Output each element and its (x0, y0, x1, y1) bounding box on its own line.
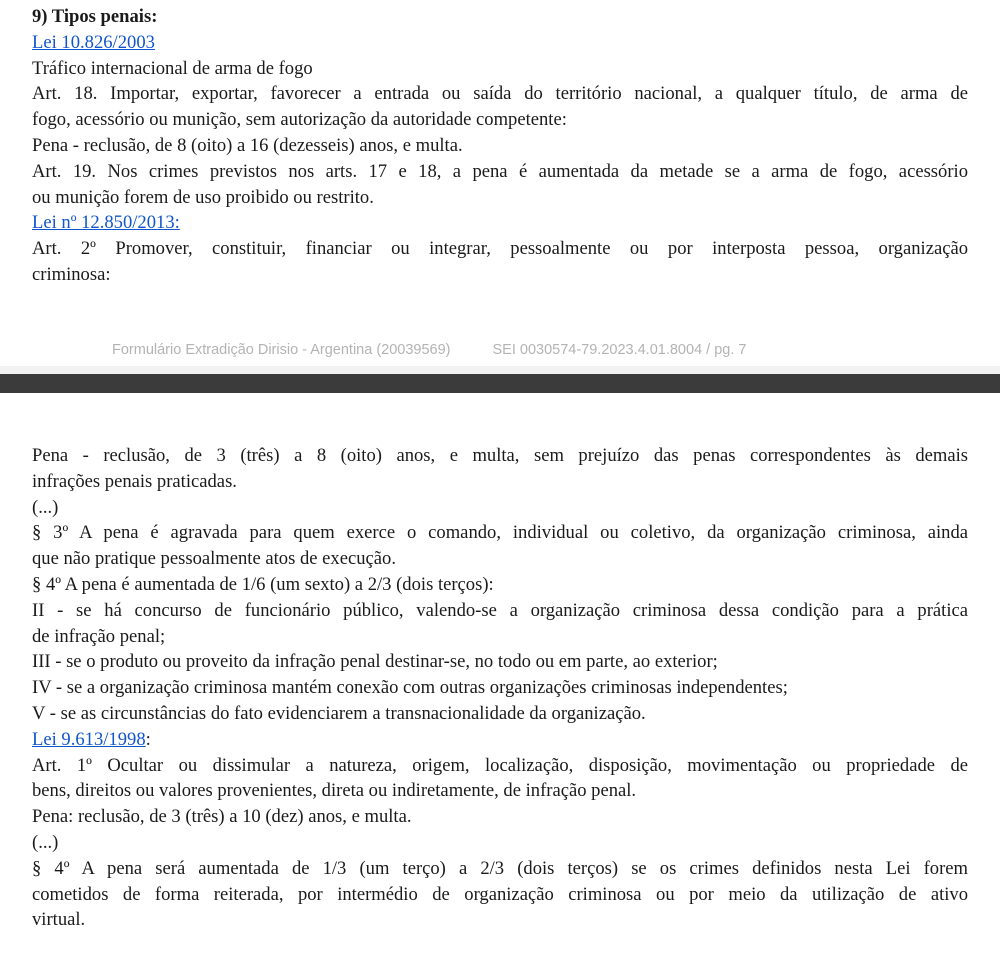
inciso-2-line: II - se há concurso de funcionário público, valendo-se a organização criminosa dessa condição para a prática (32, 599, 968, 621)
ellipsis: (...) (32, 496, 59, 518)
law-title: Tráfico internacional de arma de fogo (32, 57, 313, 79)
art-1-line: bens, direitos ou valores provenientes, direta ou indiretamente, de infração penal. (32, 780, 637, 802)
art-19-line: Art. 19. Nos crimes previstos nos arts. 17 e 18, a pena é aumentada da metade se a arma de fogo, acessório (32, 160, 968, 182)
art-1-paragraph-4-line: cometidos de forma reiterada, por intermédio de organização criminosa ou por meio da utilização de ativo (32, 883, 968, 905)
law-link-9613[interactable]: Lei 9.613/1998 (32, 728, 146, 750)
inciso-3: III - se o produto ou proveito da infração penal destinar-se, no todo ou em parte, ao exterior; (32, 651, 718, 673)
law-link-colon: : (145, 728, 151, 750)
art-18-paragraph (32, 81, 968, 133)
art-1-paragraph (32, 753, 968, 805)
art-2-paragraph (32, 236, 968, 288)
art-18-line: fogo, acessório ou munição, sem autorização da autoridade competente: (32, 109, 567, 131)
ellipsis: (...) (32, 831, 59, 853)
page-separator (0, 366, 1000, 393)
footer-document-title: Formulário Extradição Dirisio - Argentina (20039569) (112, 342, 451, 358)
art-1-paragraph-4-line: virtual. (32, 909, 86, 931)
document-page-7 (0, 0, 1000, 366)
paragraph-3-line: § 3º A pena é agravada para quem exerce o comando, individual ou coletivo, da organização criminosa, ainda (32, 522, 968, 544)
section-heading: 9) Tipos penais: (32, 6, 158, 27)
page-footer (112, 342, 902, 358)
inciso-4: IV - se a organização criminosa mantém conexão com outras organizações criminosas independentes; (32, 677, 788, 699)
paragraph-3 (32, 520, 968, 572)
page-8-text (32, 443, 968, 933)
art-18-pena: Pena - reclusão, de 8 (oito) a 16 (dezesseis) anos, e multa. (32, 134, 463, 156)
art-18-line: Art. 18. Importar, exportar, favorecer a entrada ou saída do território nacional, a qualquer título, de arma de (32, 83, 968, 105)
art-2-line: criminosa: (32, 263, 111, 285)
art-2-pena-paragraph (32, 443, 968, 495)
art-2-line: Art. 2º Promover, constituir, financiar ou integrar, pessoalmente ou por interposta pessoa, organização (32, 238, 968, 260)
art-19-line: ou munição forem de uso proibido ou restrito. (32, 186, 374, 208)
document-page-8 (0, 393, 1000, 954)
page-7-text (32, 4, 968, 288)
art-1-pena: Pena: reclusão, de 3 (três) a 10 (dez) anos, e multa. (32, 806, 412, 828)
inciso-2 (32, 598, 968, 650)
art-2-pena-line: Pena - reclusão, de 3 (três) a 8 (oito) anos, e multa, sem prejuízo das penas correspondentes às demais (32, 445, 968, 466)
law-link-10826[interactable]: Lei 10.826/2003 (32, 31, 155, 53)
art-1-line: Art. 1º Ocultar ou dissimular a natureza, origem, localização, disposição, movimentação ou propriedade de (32, 754, 968, 776)
page-separator-bar (0, 374, 1000, 393)
paragraph-4: § 4º A pena é aumentada de 1/6 (um sexto) a 2/3 (dois terços): (32, 573, 494, 595)
inciso-5: V - se as circunstâncias do fato evidenciarem a transnacionalidade da organização. (32, 702, 646, 724)
footer-sei-reference: SEI 0030574-79.2023.4.01.8004 / pg. 7 (492, 342, 747, 358)
paragraph-3-line: que não pratique pessoalmente atos de execução. (32, 548, 396, 570)
art-1-paragraph-4-line: § 4º A pena será aumentada de 1/3 (um terço) a 2/3 (dois terços) se os crimes definidos nesta Lei forem (32, 857, 968, 879)
art-2-pena-line: infrações penais praticadas. (32, 470, 237, 492)
art-19-paragraph (32, 159, 968, 211)
inciso-2-line: de infração penal; (32, 625, 166, 647)
art-1-paragraph-4 (32, 856, 968, 933)
law-link-12850[interactable]: Lei nº 12.850/2013: (32, 212, 180, 234)
